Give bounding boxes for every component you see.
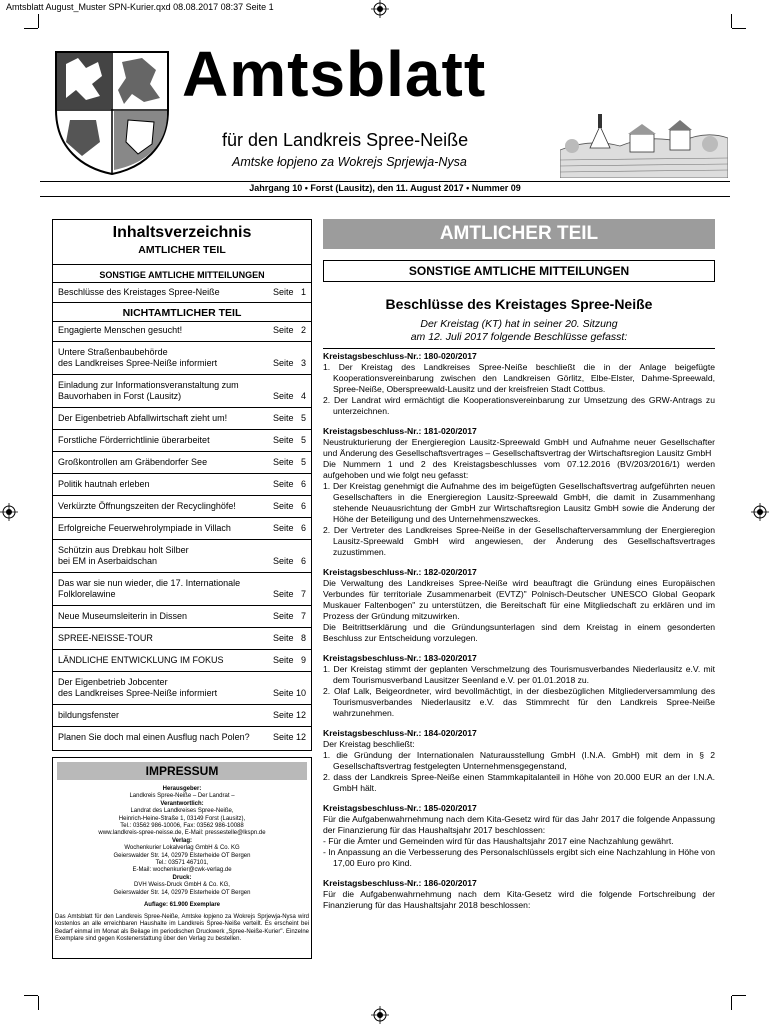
impressum-line: Landrat des Landkreises Spree-Neiße, [130, 808, 234, 815]
resolution-heading: Kreistagsbeschluss-Nr.: 183-020/2017 [323, 653, 477, 663]
masthead-rule-top [40, 181, 730, 182]
impressum-label: Herausgeber: [162, 786, 202, 792]
masthead-title: Amtsblatt [182, 38, 487, 110]
impressum-print-run: Auflage: 61.900 Exemplare [143, 902, 221, 909]
impressum-line: www.landkreis-spree-neisse.de, E-Mail: pressestelle@lkspn.de [98, 830, 266, 837]
crop-mark [731, 14, 732, 28]
divider [53, 473, 311, 474]
toc-entry-title: Untere Straßenbaubehörde des Landkreises Spree-Neiße informiert [58, 347, 218, 368]
resolution-block [323, 351, 715, 417]
divider [53, 429, 311, 430]
divider [53, 341, 311, 342]
impressum-line: Geierswalder Str. 14, 02979 Elsterheide OT Bergen [113, 852, 251, 859]
toc-section-official: AMTLICHER TEIL [138, 244, 226, 256]
toc-entry-page: Seite 1 [272, 287, 306, 297]
toc-entry[interactable] [58, 413, 306, 424]
registration-mark-icon [751, 503, 769, 521]
toc-entry-page: Seite 8 [272, 633, 306, 643]
resolution-heading: Kreistagsbeschluss-Nr.: 180-020/2017 [323, 351, 477, 361]
toc-entry-title: Neue Museumsleiterin in Dissen [58, 611, 188, 621]
registration-mark-icon [371, 0, 389, 18]
toc-entry[interactable] [58, 710, 306, 721]
toc-entry-title: Engagierte Menschen gesucht! [58, 325, 183, 335]
impressum-body [59, 786, 305, 910]
toc-entry-page: Seite 4 [272, 391, 306, 401]
resolution-block [323, 426, 715, 558]
article-intro [323, 318, 715, 344]
divider [53, 374, 311, 375]
toc-entry-page: Seite 10 [272, 688, 306, 698]
crop-mark [24, 995, 38, 996]
toc-entry-page: Seite 5 [272, 413, 306, 423]
toc-entry-title: LÄNDLICHE ENTWICKLUNG IM FOKUS [58, 655, 224, 665]
masthead-rule-bottom [40, 196, 730, 197]
toc-entry-page: Seite 2 [272, 325, 306, 335]
toc-entry[interactable] [58, 380, 306, 402]
masthead-subtitle: für den Landkreis Spree-Neiße [222, 130, 469, 150]
impressum-heading: IMPRESSUM [57, 762, 307, 780]
toc-entry[interactable] [58, 457, 306, 468]
toc-entry[interactable] [58, 501, 306, 512]
crop-mark [38, 14, 39, 28]
toc-entry-title: Der Eigenbetrieb Abfallwirtschaft zieht um! [58, 413, 228, 423]
toc-entry-page: Seite 3 [272, 358, 306, 368]
resolution-item: 2. Olaf Lalk, Beigeordneter, wird bevollmächtigt, in der diesbezüglichen Mitgliederversammlung des Tourismusverbandes Niederlausitz e.V. das Stimmrecht für den Landkreis Spree-Neiße wahrzunehmen. [323, 686, 715, 718]
resolution-block [323, 803, 715, 869]
toc-entry-page: Seite 6 [272, 523, 306, 533]
resolution-item: 2. Der Vertreter des Landkreises Spree-Neiße in der Gesellschafterversammlung der Energieregion Lausitz-Spreewald GmbH wird angewiesen, der Änderung des Gesellschaftsvertrages zuzustimmen. [323, 525, 715, 557]
article-rule [323, 348, 715, 349]
resolution-heading: Kreistagsbeschluss-Nr.: 185-020/2017 [323, 803, 477, 813]
toc-entry-title: Forstliche Förderrichtlinie überarbeitet [58, 435, 210, 445]
impressum-line: Wochenkurier Lokalverlag GmbH & Co. KG [124, 845, 240, 852]
impressum-line: Tel.: 03562 986-10006, Fax: 03562 986-10088 [120, 823, 244, 830]
resolution-block [323, 567, 715, 644]
divider [53, 451, 311, 452]
impressum-footer: Das Amtsblatt für den Landkreis Spree-Neiße, Amtske łopjeno za Wokrejs Sprjewja-Nysa wird kostenlos an alle erreichbaren Haushalte im Landkreis Spree-Neiße verteilt. Es erscheint bei Bedarf einmal im Monat als Beilage im periodischen Druckwerk „Spree-Neiße-Kurier". Einzelne Exemplare sind gegen Kostenerstattung über den Verlag zu bestellen. [55, 914, 309, 942]
toc-entry-title: Der Eigenbetrieb Jobcenter des Landkreises Spree-Neiße informiert [58, 677, 218, 698]
resolution-block [323, 653, 715, 719]
impressum-line: DVH Weiss-Druck GmbH & Co. KG, [134, 882, 230, 889]
toc-section-other: SONSTIGE AMTLICHE MITTEILUNGEN [99, 270, 265, 280]
impressum-label: Verlag: [171, 837, 192, 844]
coat-of-arms-icon [52, 50, 172, 176]
divider [53, 649, 311, 650]
article-intro-line: Der Kreistag (KT) hat in seiner 20. Sitzung [420, 318, 618, 330]
resolution-item: 2. dass der Landkreis Spree-Neiße einen Stammkapitalanteil in Höhe von 20.000 EUR an der I.N.A. GmbH hält. [323, 772, 715, 793]
crop-mark [731, 996, 732, 1010]
toc-entry-title: SPREE-NEISSE-TOUR [58, 633, 153, 643]
toc-entry[interactable] [58, 677, 306, 699]
toc-entry-title: Großkontrollen am Gräbendorfer See [58, 457, 208, 467]
issue-line: Jahrgang 10 • Forst (Lausitz), den 11. August 2017 • Nummer 09 [249, 183, 521, 193]
toc-entry[interactable] [58, 479, 306, 490]
impressum-line: Heinrich-Heine-Straße 1, 03149 Forst (Lausitz), [118, 815, 246, 822]
divider [53, 726, 311, 727]
print-slug: Amtsblatt August_Muster SPN-Kurier.qxd 08.08.2017 08:37 Seite 1 [6, 2, 274, 12]
divider [53, 321, 311, 322]
resolution-paragraph: Die Beitrittserklärung und die Gründungsunterlagen sind dem Kreistag in einem gesonderten Beschluss zur Entscheidung vorzulegen. [323, 622, 715, 643]
toc-entry-page: Seite 5 [272, 435, 306, 445]
divider [53, 539, 311, 540]
impressum-label: Druck: [172, 874, 192, 881]
divider [53, 572, 311, 573]
toc-entry[interactable] [58, 435, 306, 446]
toc-entry[interactable] [58, 325, 306, 336]
impressum-line: Landkreis Spree-Neiße – Der Landrat – [129, 793, 235, 800]
impressum-label: Verantwortlich: [160, 800, 204, 807]
resolution-heading: Kreistagsbeschluss-Nr.: 184-020/2017 [323, 728, 477, 738]
resolution-item: 1. Der Kreistag stimmt der geplanten Verschmelzung des Tourismusverbandes Niederlausitz e.V. mit dem Tourismusverband Lausitzer Seenland e.V. per 01.01.2018 zu. [323, 664, 715, 685]
section-bar-official: AMTLICHER TEIL [323, 219, 715, 249]
impressum-line: Geierswalder Str. 14, 02979 Elsterheide OT Bergen [113, 889, 251, 896]
crop-mark [732, 995, 746, 996]
toc-entry[interactable] [58, 655, 306, 666]
divider [53, 282, 311, 283]
toc-heading: Inhaltsverzeichnis [112, 224, 252, 241]
divider [53, 605, 311, 606]
resolution-heading: Kreistagsbeschluss-Nr.: 181-020/2017 [323, 426, 477, 436]
resolution-paragraph: Für die Aufgabenwahrnehmung nach dem Kita-Gesetz wird die folgende Fortschreibung der Finanzierung für das Haushaltsjahr 2018 beschlossen: [323, 889, 715, 910]
article-intro-line: am 12. Juli 2017 folgende Beschlüsse gefasst: [410, 331, 628, 343]
toc-entry-title: Planen Sie doch mal einen Ausflug nach Polen? [58, 732, 250, 742]
toc-entry-title: bildungsfenster [58, 710, 120, 720]
divider [53, 264, 311, 265]
divider [53, 302, 311, 303]
table-of-contents [52, 219, 312, 751]
resolution-paragraph: Für die Aufgabenwahrnehmung nach dem Kita-Gesetz wird für das Jahr 2017 die folgende Anpassung der Finanzierung für das Haushaltsjahr 2017 beschlossen: [323, 814, 715, 835]
resolution-heading: Kreistagsbeschluss-Nr.: 186-020/2017 [323, 878, 477, 888]
toc-entry-title: Erfolgreiche Feuerwehrolympiade in Villach [58, 523, 231, 533]
resolution-block [323, 728, 715, 794]
toc-entry-title: Schützin aus Drebkau holt Silber bei EM in Aserbaidschan [58, 545, 189, 566]
divider [53, 704, 311, 705]
toc-entry-title: Beschlüsse des Kreistages Spree-Neiße [58, 287, 220, 297]
resolution-item: 1. Der Kreistag des Landkreises Spree-Neiße beschließt die in der Anlage beigefügte Kooperationsvereinbarung zwischen den Landkreisen Görlitz, Elbe-Elster, Dahme-Spreewald, Spree-Neiße, Oberspreewald-Lausitz und der kreisfreien Stadt Cottbus. [323, 362, 715, 394]
article-title: Beschlüsse des Kreistages Spree-Neiße [385, 296, 653, 312]
toc-entry[interactable] [58, 347, 306, 369]
registration-mark-icon [0, 503, 18, 521]
impressum-box [52, 757, 312, 959]
resolution-item: - Für die Ämter und Gemeinden wird für das Haushaltsjahr 2017 eine Nachzahlung gewährt. [323, 836, 674, 846]
resolution-paragraph: Die Nummern 1 und 2 des Kreistagsbeschlusses vom 07.12.2016 (BV/203/2016/1) werden aufgehoben und wie folgt neu gefasst: [323, 459, 715, 480]
divider [53, 671, 311, 672]
toc-entry-title: Politik hautnah erleben [58, 479, 150, 489]
toc-entry-page: Seite 6 [272, 556, 306, 566]
toc-entry[interactable] [58, 732, 306, 743]
toc-entry-page: Seite 12 [272, 732, 306, 742]
toc-entry-title: Verkürzte Öffnungszeiten der Recyclinghöfe! [58, 501, 236, 511]
toc-entry[interactable] [58, 523, 306, 534]
resolution-item: 2. Der Landrat wird ermächtigt die Kooperationsvereinbarung zur Umsetzung des GRW-Antrags zu unterzeichnen. [323, 395, 715, 416]
crop-mark [38, 996, 39, 1010]
subsection-heading: SONSTIGE AMTLICHE MITTEILUNGEN [323, 260, 715, 282]
toc-entry[interactable] [58, 611, 306, 622]
toc-entry-page: Seite 7 [272, 611, 306, 621]
divider [53, 407, 311, 408]
resolution-paragraph: Neustrukturierung der Energieregion Lausitz-Spreewald GmbH und Aufnahme neuer Gesellschafter und Änderung des Gesellschaftsvertrages – Gesellschaftsvertrag der Wirtschaftsregion Lausitz GmbH [323, 437, 715, 458]
toc-section-nonofficial: NICHTAMTLICHER TEIL [122, 307, 242, 319]
toc-entry-title: Das war sie nun wieder, die 17. Internationale Folklorelawine [58, 578, 241, 599]
impressum-line: E-Mail: wochenkurier@cwk-verlag.de [132, 867, 232, 874]
town-sketch-image [560, 100, 728, 178]
crop-mark [24, 28, 38, 29]
toc-entry[interactable] [58, 287, 306, 298]
resolution-paragraph: Die Verwaltung des Landkreises Spree-Neiße wird beauftragt die Gründung eines Europäischen Verbundes für territoriale Zusammenarbeit (EVTZ)" Polnisch-Deutscher UNESCO Global Geopark Muskauer Faltenbogen" zu unterstützen, die Bereitschaft für eine Mitgliedschaft zu erklären und im Prozess der Gründung mitzuwirken. [323, 578, 715, 621]
resolution-heading: Kreistagsbeschluss-Nr.: 182-020/2017 [323, 567, 477, 577]
toc-entry-page: Seite 12 [272, 710, 306, 720]
resolution-item: 1. Der Kreistag genehmigt die Aufnahme des im beigefügten Gesellschaftsvertrag aufgeführten neuen Gesellschafters in die Energieregion Lausitz-Spreewald GmbH, die damit in Zusammenhang stehende Neuausrichtung der GmbH zur Wirtschaftsregion Lausitz GmbH sowie die Änderung der Höhe der Beteiligung und des Unternehmenszweckes. [323, 481, 715, 524]
registration-mark-icon [371, 1006, 389, 1024]
divider [53, 495, 311, 496]
toc-entry-page: Seite 7 [272, 589, 306, 599]
divider [53, 627, 311, 628]
toc-entry-title: Einladung zur Informationsveranstaltung zum Bauvorhaben in Forst (Lausitz) [58, 380, 239, 401]
crop-mark [732, 28, 746, 29]
resolution-item: - In Anpassung an die Verbesserung des Personalschlüssels ergibt sich eine Nachzahlung in Höhe von 17,00 Euro pro Kind. [323, 847, 715, 868]
toc-entry-page: Seite 6 [272, 501, 306, 511]
toc-entry-page: Seite 5 [272, 457, 306, 467]
resolution-block [323, 878, 715, 911]
impressum-line: Tel.: 03571 467101, [155, 860, 209, 867]
toc-entry[interactable] [58, 633, 306, 644]
resolutions-list [323, 351, 715, 911]
masthead-subtitle-sorbian: Amtske łopjeno za Wokrejs Sprjewja-Nysa [232, 155, 467, 169]
toc-entry[interactable] [58, 545, 306, 567]
resolution-item: 1. die Gründung der Internationalen Naturausstellung GmbH (I.N.A. GmbH) mit dem in § 2 Gesellschaftsvertrag festgelegten Unternehmensgegenstand, [323, 750, 715, 771]
resolution-paragraph: Der Kreistag beschließt: [323, 739, 415, 749]
toc-entry-page: Seite 9 [272, 655, 306, 665]
toc-entry-page: Seite 6 [272, 479, 306, 489]
divider [53, 517, 311, 518]
toc-entry[interactable] [58, 578, 306, 600]
